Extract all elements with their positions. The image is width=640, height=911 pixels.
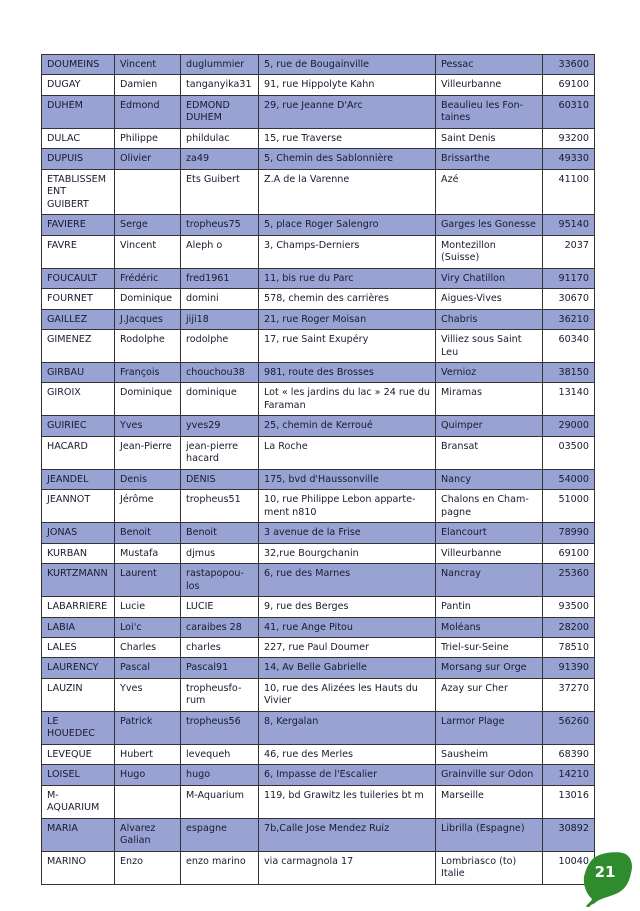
cell-adresse: 11, bis rue du Parc — [259, 268, 436, 288]
cell-ville: Saint Denis — [436, 128, 543, 148]
cell-prenom: Patrick — [115, 711, 181, 744]
cell-pseudo: hugo — [181, 765, 259, 785]
cell-adresse: 17, rue Saint Exupéry — [259, 330, 436, 363]
cell-adresse: 15, rue Traverse — [259, 128, 436, 148]
cell-ville: Bransat — [436, 436, 543, 469]
cell-pseudo: M-Aquarium — [181, 785, 259, 818]
cell-ville: Elancourt — [436, 523, 543, 543]
cell-ville: Chalons en Cham-pagne — [436, 490, 543, 523]
cell-ville: Viry Chatillon — [436, 268, 543, 288]
cell-ville: Librilla (Espagne) — [436, 818, 543, 851]
cell-pseudo: phildulac — [181, 128, 259, 148]
cell-cp: 41100 — [543, 169, 595, 214]
members-table-body — [42, 55, 595, 885]
cell-nom: LAUZIN — [42, 678, 115, 711]
cell-nom: LEVEQUE — [42, 744, 115, 764]
cell-cp: 36210 — [543, 309, 595, 329]
cell-cp: 29000 — [543, 416, 595, 436]
cell-pseudo: yves29 — [181, 416, 259, 436]
page-number: 21 — [594, 863, 616, 881]
cell-pseudo: enzo marino — [181, 851, 259, 884]
cell-ville: Chabris — [436, 309, 543, 329]
cell-cp: 10040 — [543, 851, 595, 884]
cell-prenom: Hubert — [115, 744, 181, 764]
table-row — [42, 711, 595, 744]
cell-pseudo: dominique — [181, 383, 259, 416]
cell-nom: LABIA — [42, 617, 115, 637]
cell-adresse: via carmagnola 17 — [259, 851, 436, 884]
cell-adresse: 41, rue Ange Pitou — [259, 617, 436, 637]
cell-adresse: 6, Impasse de l'Escalier — [259, 765, 436, 785]
cell-cp: 91170 — [543, 268, 595, 288]
table-row — [42, 744, 595, 764]
cell-cp: 13140 — [543, 383, 595, 416]
table-row — [42, 785, 595, 818]
cell-prenom — [115, 169, 181, 214]
table-row — [42, 75, 595, 95]
cell-pseudo: Ets Guibert — [181, 169, 259, 214]
cell-nom: FOUCAULT — [42, 268, 115, 288]
cell-adresse: 91, rue Hippolyte Kahn — [259, 75, 436, 95]
cell-cp: 91390 — [543, 658, 595, 678]
cell-prenom: Rodolphe — [115, 330, 181, 363]
cell-pseudo: domini — [181, 289, 259, 309]
cell-prenom: Dominique — [115, 383, 181, 416]
cell-prenom: J.Jacques — [115, 309, 181, 329]
cell-ville: Morsang sur Orge — [436, 658, 543, 678]
table-row — [42, 235, 595, 268]
cell-ville: Larmor Plage — [436, 711, 543, 744]
cell-adresse: 227, rue Paul Doumer — [259, 638, 436, 658]
table-row — [42, 678, 595, 711]
cell-ville: Beaulieu les Fon-taines — [436, 95, 543, 128]
cell-pseudo: tropheus51 — [181, 490, 259, 523]
cell-cp: 49330 — [543, 149, 595, 169]
table-row — [42, 543, 595, 563]
page-number-badge — [583, 851, 635, 907]
cell-prenom: Denis — [115, 469, 181, 489]
table-row — [42, 289, 595, 309]
cell-pseudo: caraibes 28 — [181, 617, 259, 637]
cell-nom: KURTZMANN — [42, 564, 115, 597]
table-row — [42, 851, 595, 884]
cell-adresse: 8, Kergalan — [259, 711, 436, 744]
cell-cp: 69100 — [543, 75, 595, 95]
cell-ville: Azay sur Cher — [436, 678, 543, 711]
cell-prenom: Lucie — [115, 597, 181, 617]
cell-prenom: Damien — [115, 75, 181, 95]
cell-adresse: Lot « les jardins du lac » 24 rue du Faraman — [259, 383, 436, 416]
cell-adresse: 119, bd Grawitz les tuileries bt m — [259, 785, 436, 818]
cell-nom: DULAC — [42, 128, 115, 148]
cell-adresse: 21, rue Roger Moisan — [259, 309, 436, 329]
members-table — [41, 54, 595, 885]
cell-cp: 54000 — [543, 469, 595, 489]
cell-nom: ETABLISSEMENT GUIBERT — [42, 169, 115, 214]
cell-nom: JEANNOT — [42, 490, 115, 523]
table-row — [42, 490, 595, 523]
cell-nom: JONAS — [42, 523, 115, 543]
table-row — [42, 638, 595, 658]
cell-ville: Pessac — [436, 55, 543, 75]
table-row — [42, 268, 595, 288]
cell-adresse: 5, rue de Bougainville — [259, 55, 436, 75]
cell-nom: GIROIX — [42, 383, 115, 416]
table-row — [42, 383, 595, 416]
cell-adresse: La Roche — [259, 436, 436, 469]
cell-ville: Triel-sur-Seine — [436, 638, 543, 658]
table-row — [42, 330, 595, 363]
cell-adresse: 5, Chemin des Sablonnière — [259, 149, 436, 169]
table-row — [42, 597, 595, 617]
cell-cp: 03500 — [543, 436, 595, 469]
cell-adresse: 175, bvd d'Haussonville — [259, 469, 436, 489]
cell-ville: Montezillon (Suisse) — [436, 235, 543, 268]
cell-nom: GIMENEZ — [42, 330, 115, 363]
cell-pseudo: djmus — [181, 543, 259, 563]
cell-nom: MARIA — [42, 818, 115, 851]
cell-pseudo: EDMOND DUHEM — [181, 95, 259, 128]
cell-pseudo: za49 — [181, 149, 259, 169]
cell-nom: HACARD — [42, 436, 115, 469]
cell-ville: Moléans — [436, 617, 543, 637]
cell-nom: FOURNET — [42, 289, 115, 309]
table-row — [42, 215, 595, 235]
cell-adresse: 5, place Roger Salengro — [259, 215, 436, 235]
cell-ville: Marseille — [436, 785, 543, 818]
cell-adresse: Z.A de la Varenne — [259, 169, 436, 214]
cell-cp: 60340 — [543, 330, 595, 363]
cell-pseudo: jiji18 — [181, 309, 259, 329]
cell-nom: GAILLEZ — [42, 309, 115, 329]
cell-adresse: 32,rue Bourgchanin — [259, 543, 436, 563]
cell-cp: 56260 — [543, 711, 595, 744]
cell-pseudo: espagne — [181, 818, 259, 851]
cell-ville: Sausheim — [436, 744, 543, 764]
cell-cp: 30892 — [543, 818, 595, 851]
cell-pseudo: jean-pierre hacard — [181, 436, 259, 469]
cell-cp: 37270 — [543, 678, 595, 711]
cell-adresse: 3, Champs-Derniers — [259, 235, 436, 268]
cell-ville: Villeurbanne — [436, 75, 543, 95]
cell-pseudo: duglummier — [181, 55, 259, 75]
cell-pseudo: rodolphe — [181, 330, 259, 363]
cell-prenom: Benoit — [115, 523, 181, 543]
cell-nom: GUIRIEC — [42, 416, 115, 436]
cell-ville: Aigues-Vives — [436, 289, 543, 309]
table-row — [42, 658, 595, 678]
cell-adresse: 14, Av Belle Gabrielle — [259, 658, 436, 678]
cell-ville: Lombriasco (to) Italie — [436, 851, 543, 884]
cell-pseudo: Benoit — [181, 523, 259, 543]
cell-cp: 78990 — [543, 523, 595, 543]
cell-prenom: Vincent — [115, 55, 181, 75]
cell-prenom: Edmond — [115, 95, 181, 128]
cell-nom: LE HOUEDEC — [42, 711, 115, 744]
cell-cp: 60310 — [543, 95, 595, 128]
cell-prenom: Alvarez Galian — [115, 818, 181, 851]
cell-adresse: 10, rue Philippe Lebon apparte-ment n810 — [259, 490, 436, 523]
cell-ville: Nancy — [436, 469, 543, 489]
cell-prenom: Laurent — [115, 564, 181, 597]
cell-cp: 93500 — [543, 597, 595, 617]
cell-pseudo: chouchou38 — [181, 362, 259, 382]
cell-cp: 13016 — [543, 785, 595, 818]
cell-cp: 30670 — [543, 289, 595, 309]
cell-prenom: Charles — [115, 638, 181, 658]
table-row — [42, 149, 595, 169]
cell-prenom: Mustafa — [115, 543, 181, 563]
cell-cp: 33600 — [543, 55, 595, 75]
cell-ville: Vernioz — [436, 362, 543, 382]
cell-ville: Garges les Gonesse — [436, 215, 543, 235]
table-row — [42, 169, 595, 214]
cell-pseudo: Pascal91 — [181, 658, 259, 678]
cell-prenom: Jérôme — [115, 490, 181, 523]
cell-pseudo: tropheusfo-rum — [181, 678, 259, 711]
cell-prenom: Vincent — [115, 235, 181, 268]
cell-adresse: 981, route des Brosses — [259, 362, 436, 382]
cell-pseudo: tropheus56 — [181, 711, 259, 744]
cell-pseudo: fred1961 — [181, 268, 259, 288]
cell-adresse: 10, rue des Alizées les Hauts du Vivier — [259, 678, 436, 711]
table-row — [42, 416, 595, 436]
cell-ville: Brissarthe — [436, 149, 543, 169]
table-row — [42, 362, 595, 382]
cell-nom: LAURENCY — [42, 658, 115, 678]
table-row — [42, 95, 595, 128]
cell-cp: 2037 — [543, 235, 595, 268]
cell-ville: Villiez sous Saint Leu — [436, 330, 543, 363]
cell-adresse: 3 avenue de la Frise — [259, 523, 436, 543]
cell-cp: 95140 — [543, 215, 595, 235]
cell-pseudo: rastapopou-los — [181, 564, 259, 597]
cell-nom: M-AQUARIUM — [42, 785, 115, 818]
cell-prenom: Pascal — [115, 658, 181, 678]
cell-nom: MARINO — [42, 851, 115, 884]
table-row — [42, 765, 595, 785]
cell-adresse: 6, rue des Marnes — [259, 564, 436, 597]
cell-ville: Azé — [436, 169, 543, 214]
cell-prenom: Jean-Pierre — [115, 436, 181, 469]
cell-prenom: Dominique — [115, 289, 181, 309]
cell-nom: JEANDEL — [42, 469, 115, 489]
cell-adresse: 578, chemin des carrières — [259, 289, 436, 309]
table-row — [42, 309, 595, 329]
cell-cp: 51000 — [543, 490, 595, 523]
cell-cp: 93200 — [543, 128, 595, 148]
table-row — [42, 564, 595, 597]
cell-pseudo: LUCIE — [181, 597, 259, 617]
table-row — [42, 523, 595, 543]
cell-ville: Quimper — [436, 416, 543, 436]
cell-pseudo: DENIS — [181, 469, 259, 489]
cell-adresse: 7b,Calle Jose Mendez Ruiz — [259, 818, 436, 851]
cell-ville: Pantin — [436, 597, 543, 617]
cell-ville: Grainville sur Odon — [436, 765, 543, 785]
table-row — [42, 55, 595, 75]
cell-prenom: Frédéric — [115, 268, 181, 288]
cell-cp: 14210 — [543, 765, 595, 785]
cell-prenom: Yves — [115, 678, 181, 711]
cell-adresse: 46, rue des Merles — [259, 744, 436, 764]
table-row — [42, 436, 595, 469]
cell-nom: DUHEM — [42, 95, 115, 128]
cell-prenom: Philippe — [115, 128, 181, 148]
cell-pseudo: levequeh — [181, 744, 259, 764]
cell-nom: FAVRE — [42, 235, 115, 268]
cell-nom: FAVIERE — [42, 215, 115, 235]
cell-adresse: 25, chemin de Kerroué — [259, 416, 436, 436]
table-row — [42, 617, 595, 637]
cell-cp: 69100 — [543, 543, 595, 563]
cell-nom: KURBAN — [42, 543, 115, 563]
cell-ville: Miramas — [436, 383, 543, 416]
cell-prenom: François — [115, 362, 181, 382]
cell-prenom: Olivier — [115, 149, 181, 169]
cell-adresse: 29, rue Jeanne D'Arc — [259, 95, 436, 128]
cell-ville: Villeurbanne — [436, 543, 543, 563]
cell-prenom: Yves — [115, 416, 181, 436]
cell-nom: LALES — [42, 638, 115, 658]
cell-prenom: Enzo — [115, 851, 181, 884]
cell-cp: 25360 — [543, 564, 595, 597]
cell-pseudo: tanganyika31 — [181, 75, 259, 95]
table-row — [42, 128, 595, 148]
cell-ville: Nancray — [436, 564, 543, 597]
cell-adresse: 9, rue des Berges — [259, 597, 436, 617]
cell-pseudo: Aleph o — [181, 235, 259, 268]
cell-pseudo: charles — [181, 638, 259, 658]
cell-cp: 78510 — [543, 638, 595, 658]
table-row — [42, 818, 595, 851]
cell-cp: 38150 — [543, 362, 595, 382]
cell-nom: DOUMEINS — [42, 55, 115, 75]
cell-prenom — [115, 785, 181, 818]
cell-nom: DUPUIS — [42, 149, 115, 169]
cell-pseudo: tropheus75 — [181, 215, 259, 235]
cell-cp: 28200 — [543, 617, 595, 637]
cell-nom: LOISEL — [42, 765, 115, 785]
cell-nom: GIRBAU — [42, 362, 115, 382]
cell-nom: DUGAY — [42, 75, 115, 95]
table-row — [42, 469, 595, 489]
cell-cp: 68390 — [543, 744, 595, 764]
cell-prenom: Hugo — [115, 765, 181, 785]
cell-prenom: Serge — [115, 215, 181, 235]
cell-nom: LABARRIERE — [42, 597, 115, 617]
cell-prenom: Loi'c — [115, 617, 181, 637]
